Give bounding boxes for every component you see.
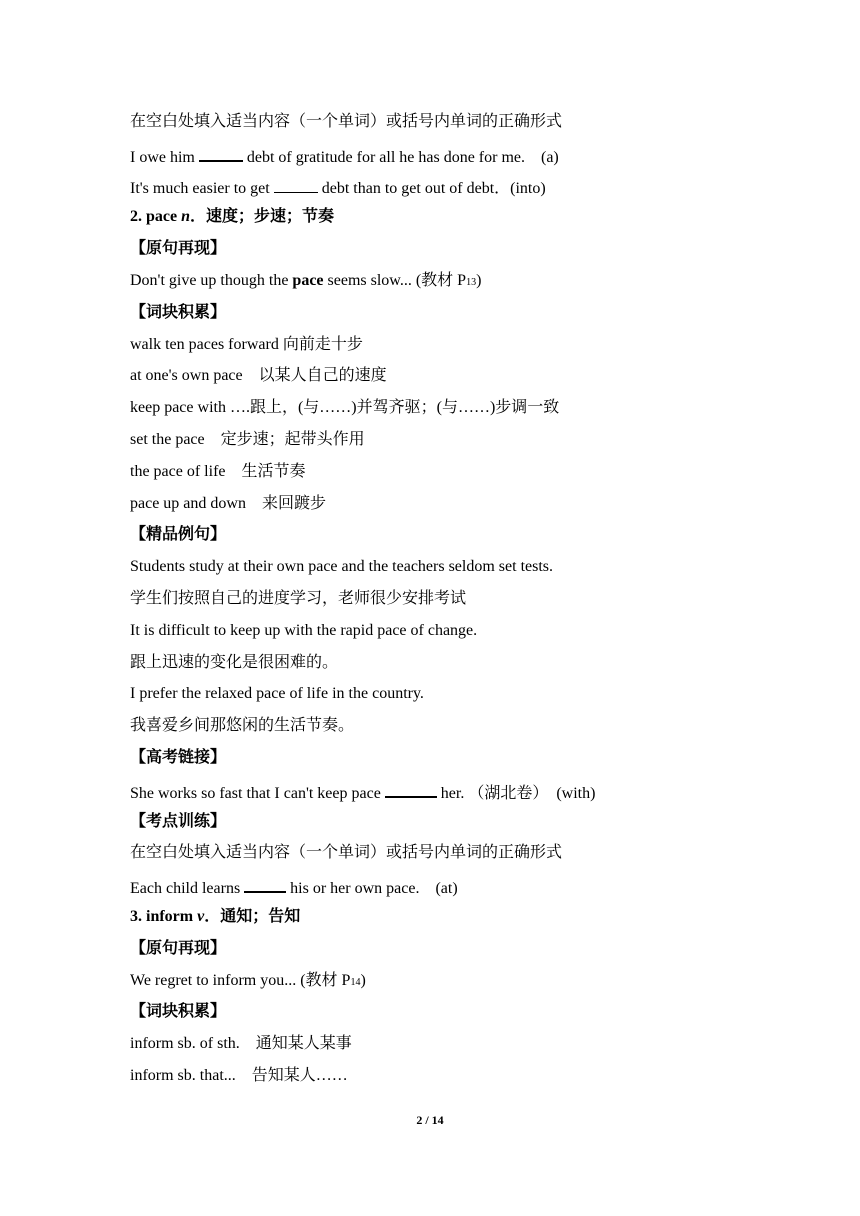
page-subscript: 14: [350, 976, 361, 988]
phrase-line: set the pace 定步速；起带头作用: [130, 430, 365, 448]
keyword: pace: [292, 271, 324, 289]
example-translation: 跟上迅速的变化是很困难的。: [130, 653, 339, 671]
part-of-speech: v: [197, 907, 205, 925]
text-segment: debt of gratitude for all he has done for me. (a): [242, 148, 559, 166]
text-segment: ): [360, 971, 366, 989]
subsection-label: 【原句再现】: [130, 240, 227, 258]
text-segment: debt than to get out of debt．(into): [317, 179, 546, 197]
text-segment: his or her own pace. (at): [286, 880, 458, 898]
subsection-label: 【高考链接】: [130, 748, 227, 766]
example-translation: 我喜爱乡间那悠闲的生活节奏。: [130, 717, 355, 735]
subsection-label: 【词块积累】: [130, 1003, 227, 1021]
exercise-line: [130, 780, 770, 812]
source-sentence: [130, 271, 770, 303]
section-heading: [130, 907, 770, 939]
phrase-line: pace up and down 来回踱步: [130, 494, 326, 512]
part-of-speech: n: [181, 208, 191, 226]
exercise-line: [130, 875, 770, 907]
text-segment: ): [476, 271, 482, 289]
section-heading: [130, 207, 770, 239]
text-segment: She works so fast that I can't keep pace: [130, 784, 385, 802]
document-body: [130, 112, 770, 1098]
subsection-label: 【词块积累】: [130, 303, 227, 321]
phrase-line: keep pace with ….跟上，(与……)并驾齐驱；(与……)步调一致: [130, 399, 560, 417]
subsection-label: 【原句再现】: [130, 939, 227, 957]
answer-blank[interactable]: [274, 176, 318, 193]
page-subscript: 13: [466, 276, 477, 288]
phrase-line: inform sb. that... 告知某人……: [130, 1066, 348, 1084]
phrase-line: inform sb. of sth. 通知某人某事: [130, 1035, 352, 1053]
example-translation: 学生们按照自己的进度学习，老师很少安排考试: [130, 589, 467, 607]
text-segment: Each child learns: [130, 880, 245, 898]
example-sentence: Students study at their own pace and the teachers seldom set tests.: [130, 558, 554, 576]
text-segment: her. （湖北卷） (with): [436, 784, 596, 802]
heading-word: 2. pace: [130, 208, 182, 226]
exercise-line: [130, 144, 770, 176]
text-segment: Don't give up though the: [130, 271, 293, 289]
answer-blank[interactable]: [244, 875, 286, 893]
phrase-line: walk ten paces forward 向前走十步: [130, 335, 363, 353]
source-sentence: [130, 971, 770, 1003]
heading-meaning: ．速度；步速；节奏: [190, 208, 335, 226]
answer-blank[interactable]: [199, 144, 243, 162]
example-sentence: It is difficult to keep up with the rapid pace of change.: [130, 621, 478, 639]
instruction-line: 在空白处填入适当内容（一个单词）或括号内单词的正确形式: [130, 844, 563, 862]
heading-meaning: ．通知；告知: [204, 907, 301, 925]
answer-blank[interactable]: [385, 780, 437, 798]
subsection-label: 【考点训练】: [130, 812, 227, 830]
text-segment: It's much easier to get: [130, 179, 274, 197]
instruction-line: 在空白处填入适当内容（一个单词）或括号内单词的正确形式: [130, 113, 563, 130]
example-sentence: I prefer the relaxed pace of life in the country.: [130, 685, 424, 703]
subsection-label: 【精品例句】: [130, 526, 227, 544]
heading-word: 3. inform: [130, 907, 198, 925]
text-segment: I owe him: [130, 148, 199, 166]
phrase-line: at one's own pace 以某人自己的速度: [130, 367, 387, 385]
phrase-line: the pace of life 生活节奏: [130, 462, 306, 480]
exercise-line: [130, 176, 770, 208]
page-number: 2 / 14: [416, 1113, 444, 1127]
text-segment: seems slow... (教材 P: [323, 271, 467, 289]
text-segment: We regret to inform you... (教材 P: [130, 971, 351, 989]
